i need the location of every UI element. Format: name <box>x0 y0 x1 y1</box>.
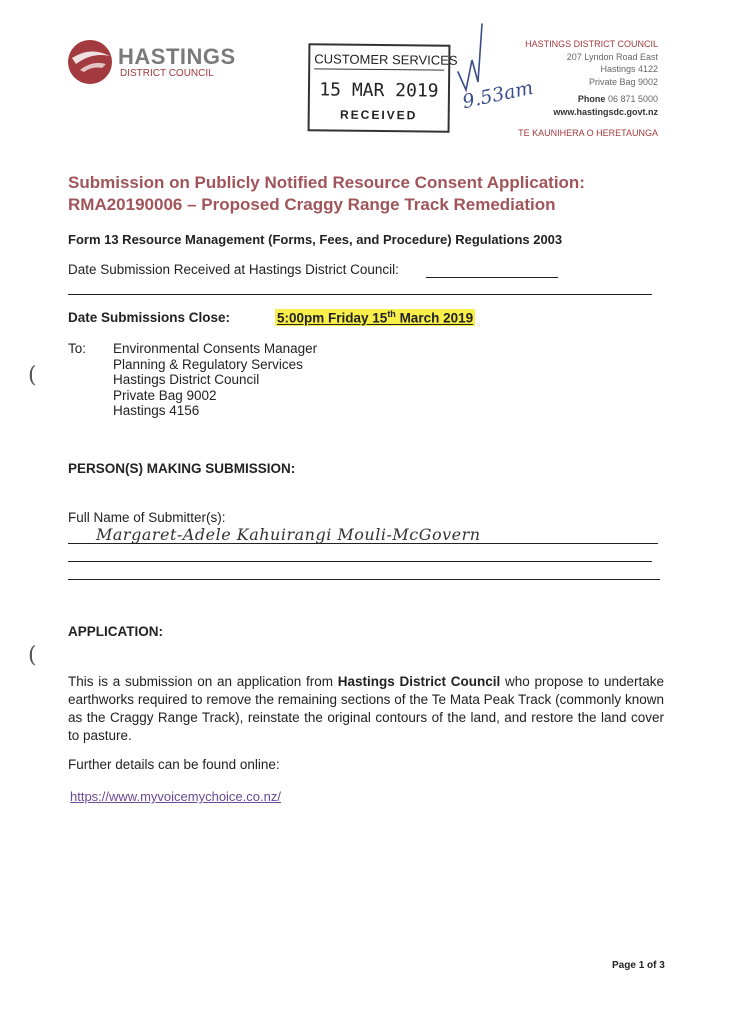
date-received-blank <box>426 277 558 278</box>
divider <box>68 294 652 295</box>
page-current: 1 <box>638 960 645 971</box>
close-date-suffix: th <box>387 309 396 319</box>
name-line <box>68 543 658 544</box>
stamp-title: CUSTOMER SERVICES <box>314 51 444 70</box>
page-word: Page <box>612 960 636 971</box>
details-link[interactable]: https://www.myvoicemychoice.co.nz/ <box>70 789 281 804</box>
received-stamp <box>308 43 458 132</box>
application-applicant: Hastings District Council <box>337 674 501 689</box>
name-line <box>68 579 660 580</box>
page-number <box>612 960 665 971</box>
logo-subtitle: DISTRICT COUNCIL <box>120 68 214 79</box>
date-received-label: Date Submission Received at Hastings District Council: <box>68 262 399 277</box>
handwritten-submitter-name: Margaret-Adele Kahuirangi Mouli-McGovern <box>96 525 481 544</box>
to-label: To: <box>68 341 87 356</box>
margin-punch-mark: ( <box>28 363 37 388</box>
close-date-main: 5:00pm Friday 15 <box>277 310 388 326</box>
title-line-1: Submission on Publicly Notified Resource Consent Application: <box>68 173 585 192</box>
close-date-label: Date Submissions Close: <box>68 310 231 325</box>
title-line-2: RMA20190006 – Proposed Craggy Range Track Remediation <box>68 195 556 214</box>
margin-punch-mark: ( <box>28 643 37 668</box>
application-heading: APPLICATION: <box>68 624 163 639</box>
council-logo <box>66 38 236 88</box>
recipient-address <box>113 341 317 419</box>
address-bag: Private Bag 9002 <box>588 76 658 87</box>
address-phone: 06 871 5000 <box>607 94 658 104</box>
address-city: Hastings 4122 <box>600 64 658 74</box>
further-details: Further details can be found online: <box>68 757 280 772</box>
stamp-status: RECEIVED <box>339 107 418 123</box>
address-website: www.hastingsdc.govt.nz <box>553 106 658 117</box>
form-regulation-line: Form 13 Resource Management (Forms, Fees, and Procedure) Regulations 2003 <box>68 232 563 247</box>
logo-name: HASTINGS <box>118 44 236 69</box>
close-date-value <box>275 309 475 326</box>
page-total: 3 <box>659 960 665 971</box>
application-body <box>68 673 664 745</box>
document-title <box>68 172 585 216</box>
name-line <box>68 561 652 562</box>
person-heading: PERSON(S) MAKING SUBMISSION: <box>68 461 296 476</box>
page-of: of <box>647 960 657 971</box>
close-date-month: March 2019 <box>395 310 474 326</box>
address-street: 207 Lyndon Road East <box>566 51 658 62</box>
address-council-name: HASTINGS DISTRICT COUNCIL <box>525 39 658 49</box>
recipient-line: Environmental Consents Manager <box>113 341 318 356</box>
application-body-detail: who propose to undertake earthworks required to remove the remaining sections of the Te Mata Peak Track (commonly known as the Craggy Range Track), reinstate the original contours of the land, and restore the land cover to pasture. <box>68 674 665 743</box>
handwritten-time: 9.53am <box>460 76 536 114</box>
stamp-date: 15 MAR 2019 <box>319 79 439 102</box>
council-address <box>525 38 658 118</box>
recipient-line: Hastings District Council <box>113 372 260 388</box>
address-phone-row <box>525 93 658 106</box>
recipient-line: Hastings 4156 <box>113 403 200 419</box>
recipient-line: Planning & Regulatory Services <box>113 356 303 372</box>
recipient-line: Private Bag 9002 <box>113 387 217 403</box>
fullname-label: Full Name of Submitter(s): <box>68 510 226 525</box>
application-body-intro: This is a submission on an application from <box>68 674 338 689</box>
address-phone-label: Phone <box>577 94 606 104</box>
council-maori-name: TE KAUNIHERA O HERETAUNGA <box>518 128 658 138</box>
hastings-logo-icon <box>66 38 114 86</box>
